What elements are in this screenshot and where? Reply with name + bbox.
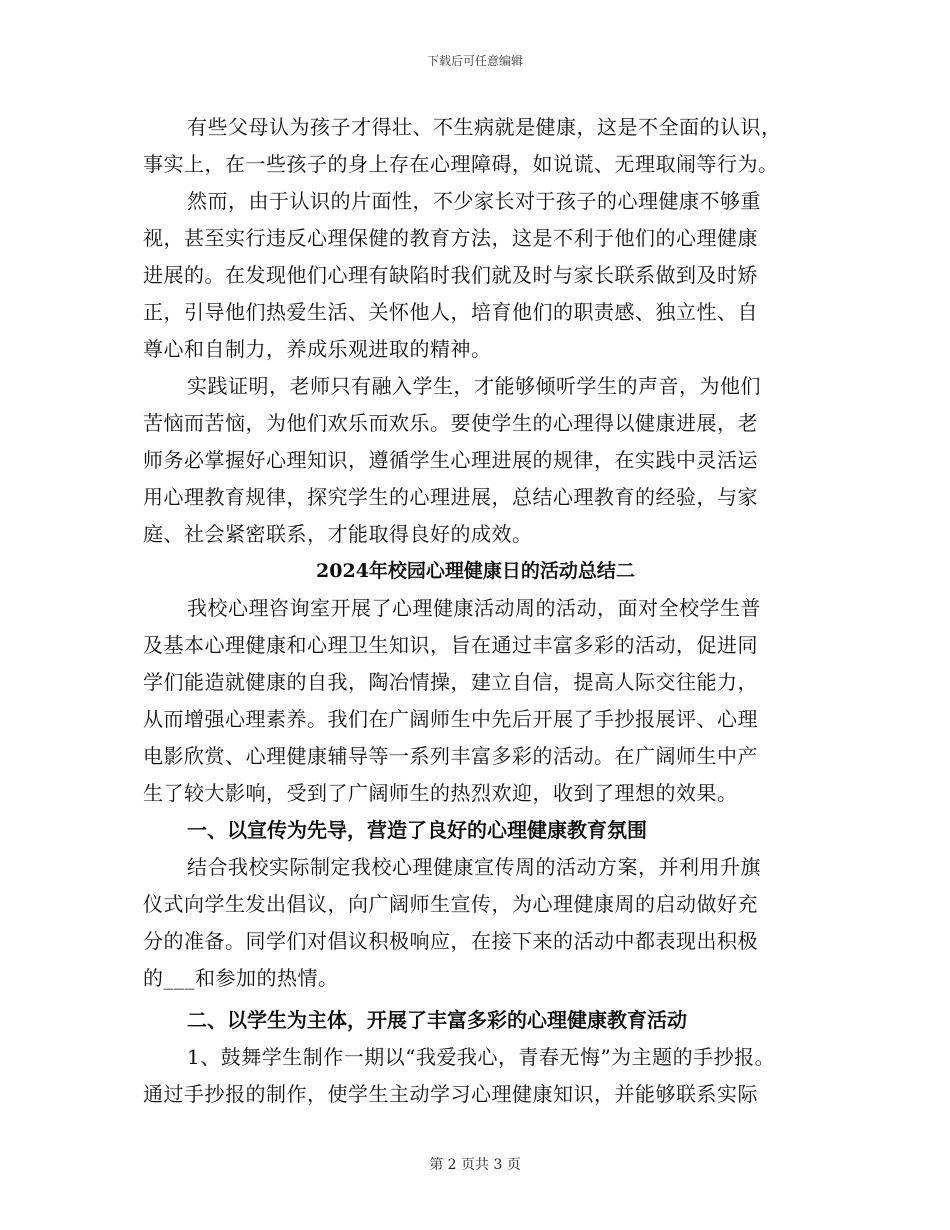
section-title: 2024年校园心理健康日的活动总结二 — [316, 560, 635, 582]
paragraph-line: 尊心和自制力，养成乐观进取的精神。 — [143, 337, 492, 361]
paragraph-line: 电影欣赏、心理健康辅导等一系列丰富多彩的活动。在广阔师生中产 — [143, 744, 758, 768]
paragraph-line: 实践证明，老师只有融入学生，才能够倾听学生的声音，为他们 — [187, 374, 761, 398]
paragraph-line: 通过手抄报的制作，使学生主动学习心理健康知识，并能够联系实际 — [143, 1082, 758, 1106]
paragraph-line: 1、鼓舞学生制作一期以“我爱我心，青春无悔”为主题的手抄报。 — [187, 1045, 776, 1069]
document-body — [143, 109, 808, 1113]
paragraph-line: 庭、社会紧密联系，才能取得良好的成效。 — [143, 522, 533, 546]
paragraph-line: 分的准备。同学们对倡议积极响应，在接下来的活动中都表现出积极 — [143, 929, 758, 953]
paragraph-line: 生了较大影响，受到了广阔师生的热烈欢迎，收到了理想的效果。 — [143, 781, 738, 805]
page-header: 下载后可任意编辑 — [426, 54, 523, 68]
paragraph-line: 从而增强心理素养。我们在广阔师生中先后开展了手抄报展评、心理 — [143, 707, 758, 731]
paragraph-line: 的___和参加的热情。 — [143, 966, 339, 990]
paragraph-line: 正，引导他们热爱生活、关怀他人，培育他们的职责感、独立性、自 — [143, 300, 758, 324]
paragraph-line: 结合我校实际制定我校心理健康宣传周的活动方案，并利用升旗 — [187, 855, 761, 879]
paragraph-line: 然而，由于认识的片面性，不少家长对于孩子的心理健康不够重 — [187, 189, 761, 213]
paragraph-line: 有些父母认为孩子才得壮、不生病就是健康，这是不全面的认识， — [187, 115, 782, 139]
paragraph-line: 我校心理咨询室开展了心理健康活动周的活动，面对全校学生普 — [187, 596, 761, 620]
page-footer: 第 2 页共 3 页 — [429, 1157, 521, 1173]
paragraph-line: 仪式向学生发出倡议，向广阔师生宣传，为心理健康周的启动做好充 — [143, 892, 758, 916]
paragraph-line: 师务必掌握好心理知识，遵循学生心理进展的规律，在实践中灵活运 — [143, 448, 758, 472]
paragraph-line: 学们能造就健康的自我，陶冶情操，建立自信，提高人际交往能力， — [143, 670, 758, 694]
paragraph-line: 及基本心理健康和心理卫生知识，旨在通过丰富多彩的活动，促进同 — [143, 633, 758, 657]
section-heading: 一、以宣传为先导，营造了良好的心理健康教育氛围 — [187, 818, 647, 842]
paragraph-line: 视，甚至实行违反心理保健的教育方法，这是不利于他们的心理健康 — [143, 226, 758, 250]
paragraph-line: 用心理教育规律，探究学生的心理进展，总结心理教育的经验，与家 — [143, 485, 758, 509]
paragraph-line: 苦恼而苦恼，为他们欢乐而欢乐。要使学生的心理得以健康进展，老 — [143, 411, 758, 435]
section-heading: 二、以学生为主体，开展了丰富多彩的心理健康教育活动 — [187, 1008, 687, 1032]
paragraph-line: 进展的。在发现他们心理有缺陷时我们就及时与家长联系做到及时矫 — [143, 263, 758, 287]
paragraph-line: 事实上，在一些孩子的身上存在心理障碍，如说谎、无理取闹等行为。 — [143, 152, 779, 176]
